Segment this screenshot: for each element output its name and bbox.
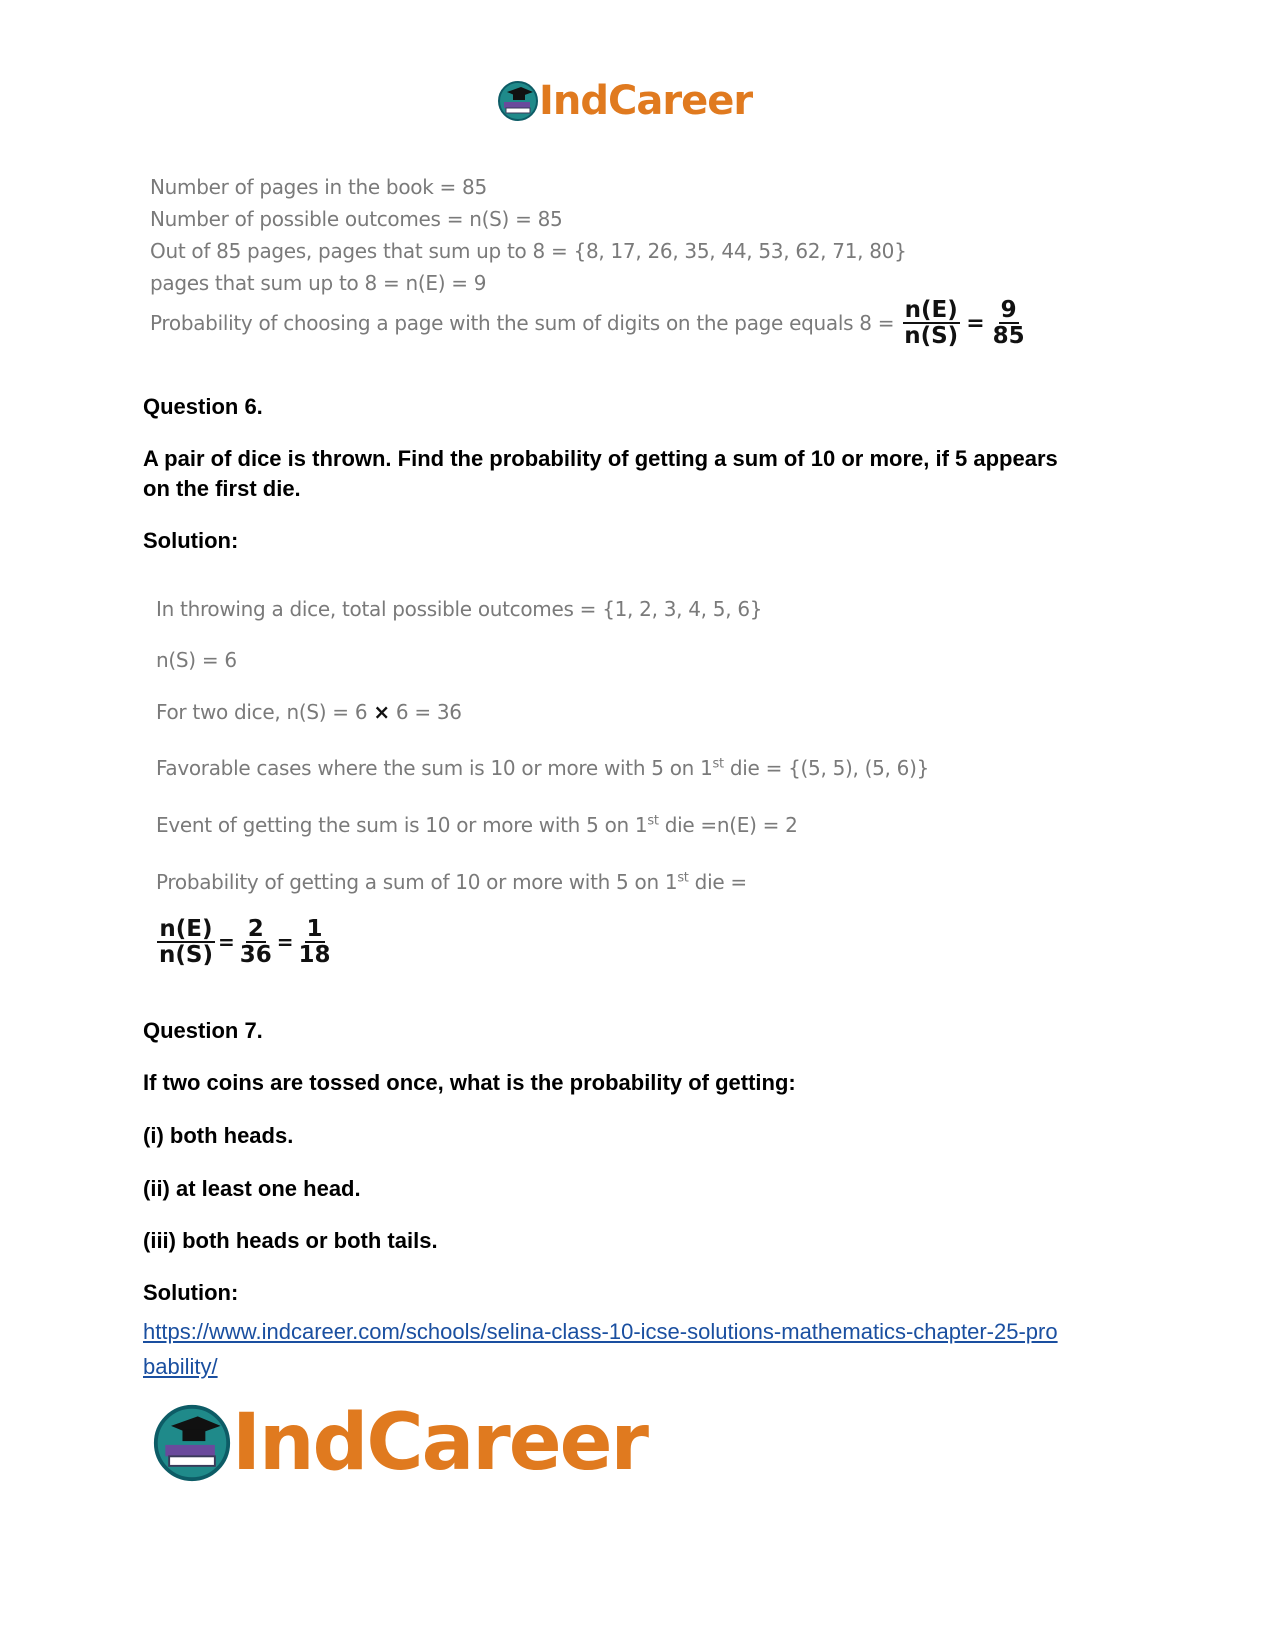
q6-line-3: For two dice, n(S) = 6 × 6 = 36 [156,700,462,724]
prev-fraction-result: $\frac{9}{85}$ [992,297,1025,350]
footer-brand: IndCareer [232,1398,647,1488]
solution-link-wrap [143,1314,1068,1384]
header-brand: IndCareer [539,78,753,124]
q6-fraction-row: $\frac{n(E)}{n(S)}$ = $\frac{2}{36}$ = $\frac{1}{18}$ [159,916,331,969]
q6-line-2: n(S) = 6 [156,648,237,672]
prev-probability-text: Probability of choosing a page with the sum of digits on the page equals 8 = [150,311,895,336]
q7-part-3: (iii) both heads or both tails. [143,1228,438,1253]
footer-logo [152,1398,647,1488]
graduation-book-icon [497,80,539,122]
q7-part-2: (ii) at least one head. [143,1176,361,1201]
prev-equals: = [966,310,985,336]
solution-link[interactable]: https://www.indcareer.com/schools/selina-class-10-icse-solutions-mathematics-chapter-25-probability/ [143,1319,1058,1379]
prev-fraction-ne-ns: $\frac{n(E)}{n(S)}$ [904,297,959,350]
q6-line-1: In throwing a dice, total possible outcomes = {1, 2, 3, 4, 5, 6} [156,597,763,621]
multiply-sign: × [373,700,390,724]
q6-text: A pair of dice is thrown. Find the probability of getting a sum of 10 or more, if 5 appears on the first die. [143,446,1058,501]
q7-heading: Question 7. [143,1018,263,1043]
prev-line-1: Number of pages in the book = 85 [150,175,487,199]
q6-line-4: Favorable cases where the sum is 10 or more with 5 on 1st die = {(5, 5), (5, 6)} [156,756,930,780]
q6-fraction-1-18: $\frac{1}{18}$ [298,916,331,969]
q6-heading: Question 6. [143,394,263,419]
q6-line-5: Event of getting the sum is 10 or more with 5 on 1st die =n(E) = 2 [156,813,798,837]
prev-probability-row [150,298,1027,348]
q6-solution-label: Solution: [143,528,239,553]
graduation-book-icon [152,1403,232,1483]
prev-line-3: Out of 85 pages, pages that sum up to 8 = {8, 17, 26, 35, 44, 53, 62, 71, 80} [150,239,907,263]
header-logo [497,78,752,124]
prev-line-2: Number of possible outcomes = n(S) = 85 [150,207,563,231]
q6-fraction-ne-ns: $\frac{n(E)}{n(S)}$ [159,916,213,969]
prev-line-4: pages that sum up to 8 = n(E) = 9 [150,271,487,295]
q7-part-1: (i) both heads. [143,1123,294,1148]
q6-line-6: Probability of getting a sum of 10 or more with 5 on 1st die = [156,870,747,894]
q7-text: If two coins are tossed once, what is the probability of getting: [143,1070,796,1095]
q7-solution-label: Solution: [143,1280,239,1305]
q6-fraction-2-36: $\frac{2}{36}$ [239,916,272,969]
